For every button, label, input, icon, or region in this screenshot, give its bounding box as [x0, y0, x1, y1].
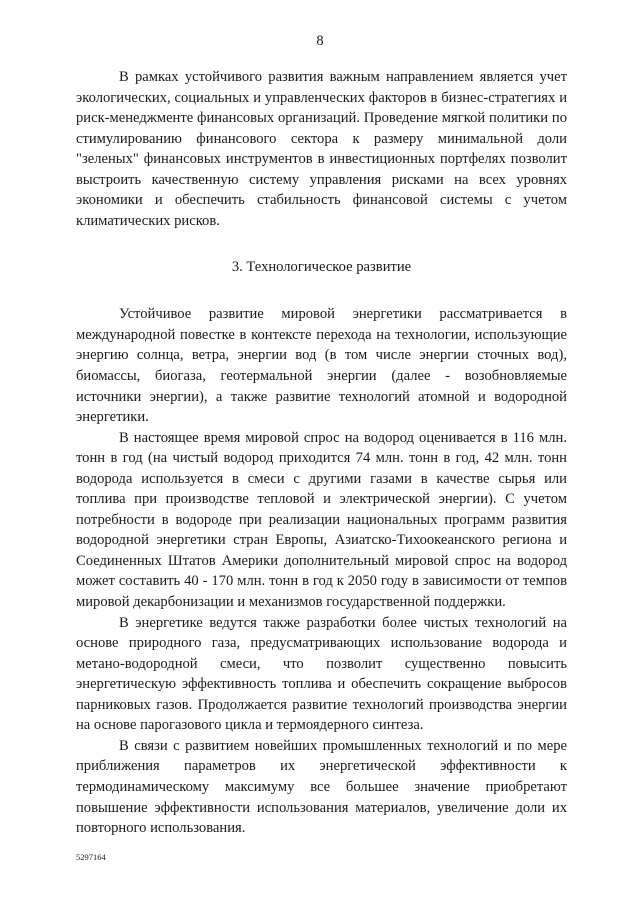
- document-body: [76, 67, 567, 839]
- paragraph-clean-technologies: В энергетике ведутся также разработки более чистых технологий на основе природного газа, предусматривающих использование водорода и метано-водородной смеси, что позволит существенно повысить энергетическую эффективность топлива и обеспечить сокращение выбросов парниковых газов. Продолжается развитие технологий производства энергии на основе парогазового цикла и термоядерного синтеза.: [76, 614, 567, 734]
- section-heading: 3. Технологическое развитие: [231, 259, 412, 276]
- document-code: 5297164: [76, 852, 106, 862]
- paragraph-sustainable-finance: В рамках устойчивого развития важным направлением является учет экологических, социальных и управленческих факторов в бизнес-стратегиях и риск-менеджменте финансовых организаций. Проведение мягкой политики по стимулированию финансового сектора к размеру минимальной доли "зеленых" финансовых инструментов в инвестиционных портфелях позволит выстроить качественную систему управления рисками на всех уровнях экономики и обеспечить стабильность финансовой системы с учетом климатических рисков.: [76, 69, 567, 229]
- paragraph-hydrogen-demand: В настоящее время мировой спрос на водород оценивается в 116 млн. тонн в год (на чистый водород приходится 74 млн. тонн в год, 42 млн. тонн водорода используется в смеси с другими газами в качестве сырья или топлива при производстве тепловой и электрической энергии). С учетом потребности в водороде при реализации национальных программ развития водородной энергетики стран Европы, Азиатско-Тихоокеанского региона и Соединенных Штатов Америки дополнительный мировой спрос на водород может составить 40 - 170 млн. тонн в год к 2050 году в зависимости от темпов мировой декарбонизации и механизмов государственной поддержки.: [76, 429, 567, 611]
- page-number: 8: [316, 33, 324, 49]
- paragraph-energy-development: Устойчивое развитие мировой энергетики рассматривается в международной повестке в контексте перехода на технологии, использующие энергию солнца, ветра, энергии вод (в том числе энергии сточных вод), биомассы, биогаза, геотермальной энергии (далее - возобновляемые источники энергии), а также развитие технологий атомной и водородной энергетики.: [76, 306, 567, 426]
- paragraph-material-efficiency: В связи с развитием новейших промышленных технологий и по мере приближения параметров их энергетической эффективности к термодинамическому максимуму все большее значение приобретают повышение эффективности использования материалов, увеличение доли их повторного использования.: [76, 737, 567, 837]
